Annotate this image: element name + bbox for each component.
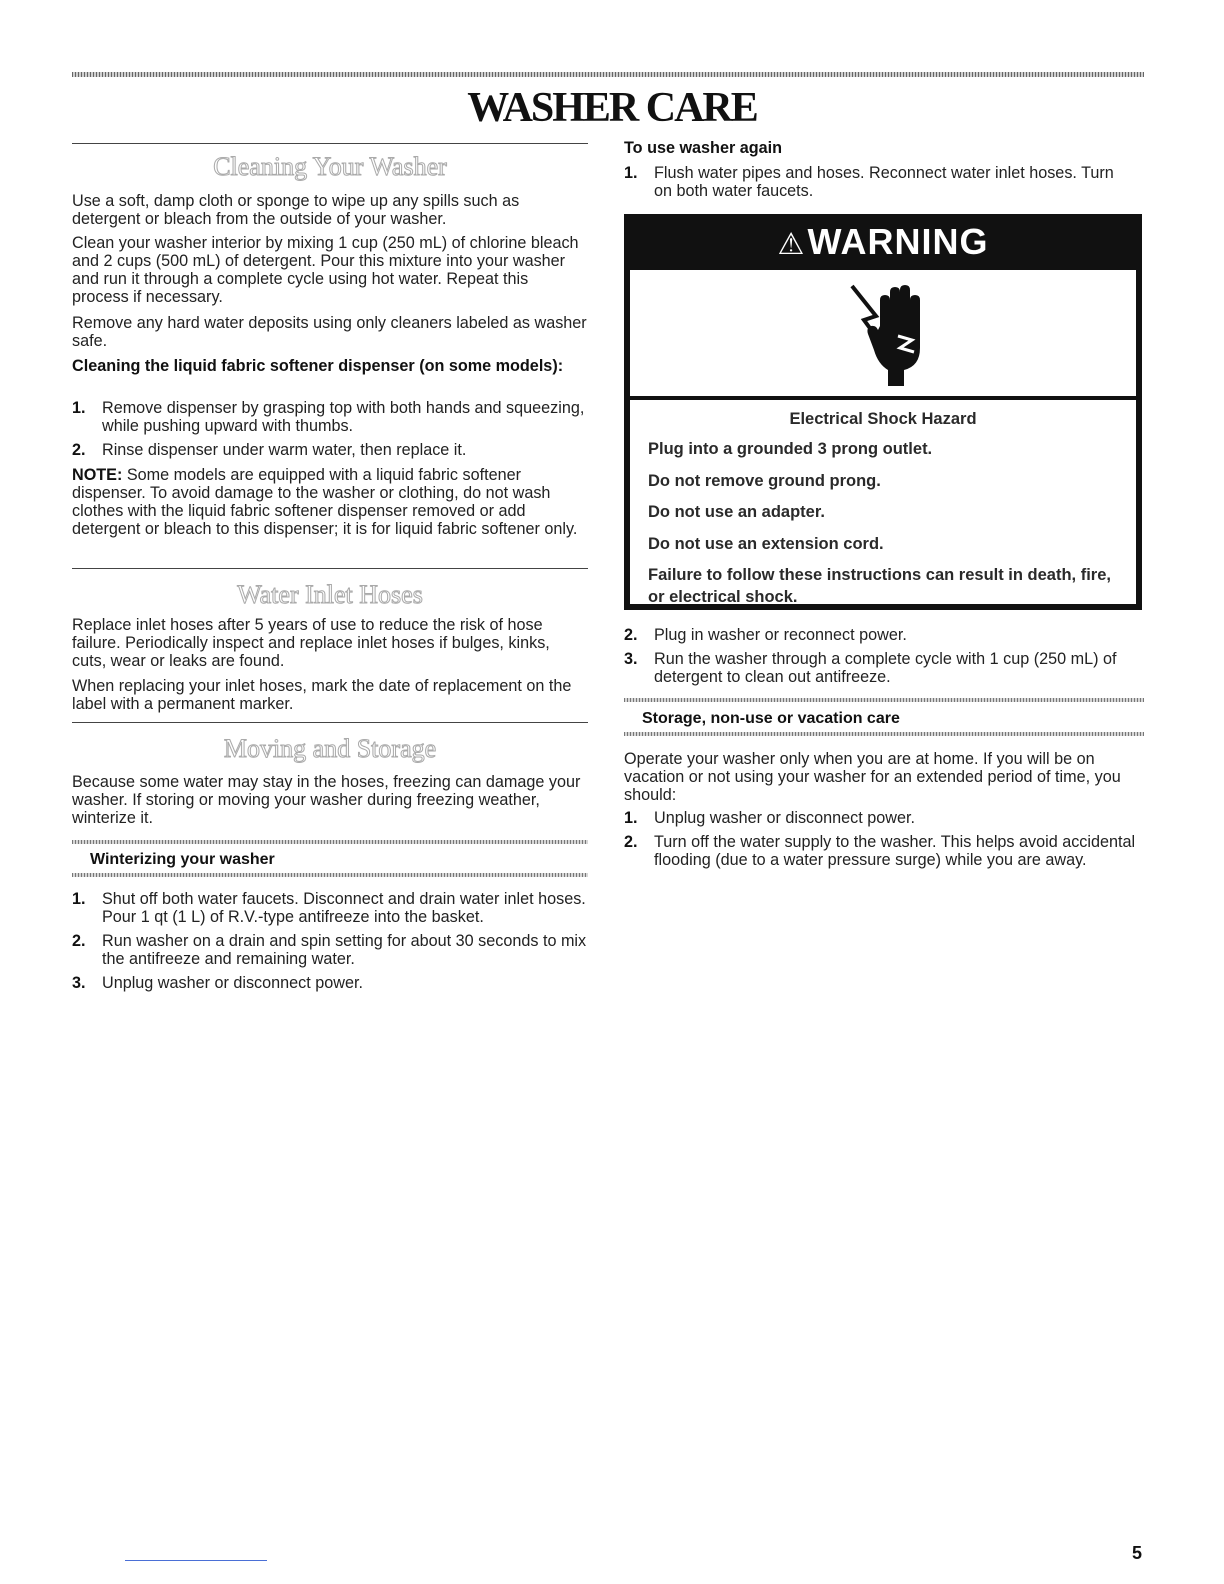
warning-line: Do not remove ground prong. bbox=[648, 472, 881, 490]
list-item: 2. Rinse dispenser under warm water, then replace it. bbox=[72, 441, 467, 459]
cleaning-paragraph-1: Use a soft, damp cloth or sponge to wipe up any spills such as detergent or bleach from the outside of your washer. bbox=[72, 192, 520, 228]
dotted-rule bbox=[624, 732, 1144, 736]
warning-line: Do not use an adapter. bbox=[648, 503, 825, 521]
dotted-rule bbox=[72, 840, 588, 844]
list-item: 2. Turn off the water supply to the washer. This helps avoid accidental flooding (due to a water pressure surge) while you are away. bbox=[624, 833, 1136, 869]
cleaning-paragraph-2: Clean your washer interior by mixing 1 cup (250 mL) of chlorine bleach and 2 cups (500 mL) of detergent. Pour this mixture into your washer and run it through a complete cycle using hot water. Repeat this process if necessary. bbox=[72, 234, 579, 306]
warning-line: Do not use an extension cord. bbox=[648, 535, 884, 553]
list-item: 2. Plug in washer or reconnect power. bbox=[624, 626, 907, 644]
hoses-paragraph-2: When replacing your inlet hoses, mark the date of replacement on the label with a permanent marker. bbox=[72, 677, 572, 713]
use-again-heading: To use washer again bbox=[624, 139, 783, 157]
list-item: 1. Remove dispenser by grasping top with both hands and squeezing, while pushing upward with thumbs. bbox=[72, 399, 585, 435]
moving-heading: Moving and Storage bbox=[223, 734, 437, 763]
section-rule bbox=[72, 143, 588, 144]
warning-line: Plug into a grounded 3 prong outlet. bbox=[648, 440, 933, 458]
cleaning-paragraph-3: Remove any hard water deposits using only cleaners labeled as washer safe. bbox=[72, 314, 587, 350]
warning-icon-area bbox=[630, 270, 1136, 396]
list-item: 1. Shut off both water faucets. Disconnect and drain water inlet hoses. Pour 1 qt (1 L) of R.V.-type antifreeze into the basket. bbox=[72, 890, 586, 926]
warning-header bbox=[624, 214, 1142, 268]
page-title: WASHER CARE bbox=[467, 85, 757, 131]
warning-line: Failure to follow these instructions can result in death, fire, or electrical shock. bbox=[648, 566, 1111, 606]
note-text: Some models are equipped with a liquid fabric softener dispenser. To avoid damage to the washer or clothing, do not wash clothes with the liquid fabric softener dispenser removed or add detergent or bleach to this dispenser; it is for liquid fabric softener only. bbox=[72, 466, 578, 538]
hoses-heading: Water Inlet Hoses bbox=[237, 580, 423, 609]
winterizing-steps bbox=[72, 890, 588, 998]
dispenser-steps bbox=[72, 399, 588, 465]
electrical-shock-hand-icon bbox=[840, 278, 940, 388]
note-paragraph bbox=[72, 466, 588, 538]
list-item: 2. Run washer on a drain and spin setting for about 30 seconds to mix the antifreeze and remaining water. bbox=[72, 932, 587, 968]
list-item: 3. Run the washer through a complete cycle with 1 cup (250 mL) of detergent to clean out antifreeze. bbox=[624, 650, 1117, 686]
use-again-steps bbox=[624, 164, 1124, 206]
section-rule bbox=[72, 568, 588, 569]
winterizing-heading: Winterizing your washer bbox=[90, 851, 275, 868]
warning-title: WARNING bbox=[807, 221, 989, 262]
hazard-title: Electrical Shock Hazard bbox=[789, 410, 977, 428]
storage-steps bbox=[624, 809, 1140, 875]
section-rule bbox=[72, 722, 588, 723]
list-item: 1. Flush water pipes and hoses. Reconnect water inlet hoses. Turn on both water faucets. bbox=[624, 164, 1114, 200]
cleaning-heading: Cleaning Your Washer bbox=[213, 152, 447, 181]
storage-paragraph: Operate your washer only when you are at home. If you will be on vacation or not using your washer for an extended period of time, you should: bbox=[624, 750, 1121, 804]
top-dotted-rule bbox=[72, 72, 1144, 77]
list-item: 3. Unplug washer or disconnect power. bbox=[72, 974, 363, 992]
bottom-link-rule bbox=[125, 1560, 267, 1561]
warning-text-area bbox=[630, 400, 1136, 604]
warning-triangle-icon: ⚠ bbox=[777, 228, 806, 261]
warning-box bbox=[624, 214, 1142, 610]
hoses-paragraph-1: Replace inlet hoses after 5 years of use to reduce the risk of hose failure. Periodically inspect and replace inlet hoses if bulges, kinks, cuts, wear or leaks are found. bbox=[72, 616, 550, 670]
note-label: NOTE: bbox=[72, 466, 123, 484]
dispenser-heading: Cleaning the liquid fabric softener dispenser (on some models): bbox=[72, 357, 564, 375]
dotted-rule bbox=[624, 698, 1144, 702]
page-number: 5 bbox=[1131, 1543, 1142, 1563]
list-item: 1. Unplug washer or disconnect power. bbox=[624, 809, 915, 827]
storage-heading: Storage, non-use or vacation care bbox=[642, 710, 900, 727]
moving-paragraph: Because some water may stay in the hoses, freezing can damage your washer. If storing or moving your washer during freezing weather, winterize it. bbox=[72, 773, 581, 827]
use-again-steps-continued bbox=[624, 626, 1140, 692]
dotted-rule bbox=[72, 873, 588, 877]
